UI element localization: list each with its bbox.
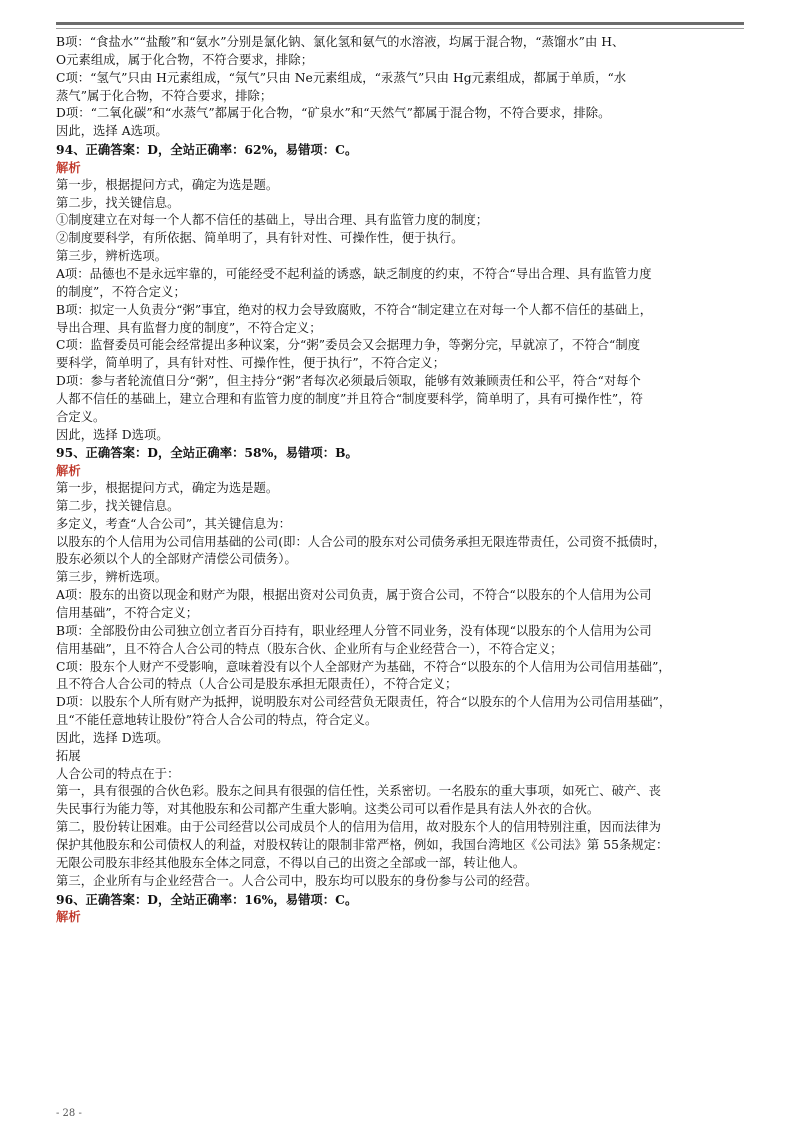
text-line: 信用基础”，且不符合人合公司的特点（股东合伙、企业所有与企业经营合一），不符合定义； <box>56 641 563 656</box>
text-line: C项：股东个人财产不受影响，意味着没有以个人全部财产为基础，不符合“以股东的个人信用为公司信用基础”， <box>56 659 671 674</box>
text-line: 人都不信任的基础上，建立合理和有监管力度的制度”并且符合“制度要科学，简单明了，具有可操作性”，符 <box>56 391 643 406</box>
text-line: 以股东的个人信用为公司信用基础的公司(即：人合公司的股东对公司债务承担无限连带责任，公司资不抵债时， <box>56 534 666 549</box>
analysis-label: 解析 <box>56 463 81 479</box>
text-line: 第一步，根据提问方式，确定为选是题。 <box>56 177 279 192</box>
text-line: ②制度要科学，有所依据、简单明了，具有针对性、可操作性，便于执行。 <box>56 231 464 246</box>
answer-heading: 96、正确答案：D，全站正确率：16%，易错项：C。 <box>56 891 358 907</box>
text-line: 人合公司的特点在于： <box>56 766 180 781</box>
text-line: ①制度建立在对每一个人都不信任的基础上，导出合理、具有监管力度的制度； <box>56 213 489 228</box>
text-line: 第一步，根据提问方式，确定为选是题。 <box>56 481 279 496</box>
answer-heading: 95、正确答案：D，全站正确率：58%，易错项：B。 <box>56 445 358 461</box>
text-line: D项：以股东个人所有财产为抵押，说明股东对公司经营负无限责任，符合“以股东的个人信用为公司信用基础”， <box>56 695 672 710</box>
text-line: 第三步，辨析选项。 <box>56 570 168 585</box>
text-line: D项：“二氧化碳”和“水蒸气”都属于化合物，“矿泉水”和“天然气”都属于混合物，不符合要求，排除。 <box>56 106 611 121</box>
text-line: B项：“食盐水”“盐酸”和“氨水”分别是氯化钠、氯化氢和氨气的水溶液，均属于混合物，“蒸馏水”由 H、 <box>56 35 625 49</box>
text-line: 股东必须以个人的全部财产清偿公司债务）。 <box>56 552 297 567</box>
header-rule-thin <box>56 28 744 29</box>
text-line: C项：监督委员可能会经常提出多种议案，分“粥”委员会又会据理力争，等粥分完，早就凉了，不符合“制度 <box>56 338 641 353</box>
analysis-label: 解析 <box>56 909 81 925</box>
text-line: 因此，选择 D选项。 <box>56 730 169 745</box>
text-line: 的制度”，不符合定义； <box>56 284 186 299</box>
text-line: A项：股东的出资以现金和财产为限，根据出资对公司负责，属于资合公司，不符合“以股东的个人信用为公司 <box>56 588 652 603</box>
text-line: A项：品德也不是永远牢靠的，可能经受不起利益的诱惑，缺乏制度的约束，不符合“导出合理、具有监管力度 <box>56 266 652 281</box>
text-line: 第二步，找关键信息。 <box>56 195 180 210</box>
text-line: 因此，选择 D选项。 <box>56 427 169 442</box>
analysis-label: 解析 <box>56 159 81 175</box>
text-line: B项：拟定一人负责分“粥”事宜，绝对的权力会导致腐败，不符合“制定建立在对每一个人都不信任的基础上， <box>56 302 653 317</box>
text-line: D项：参与者轮流值日分“粥”，但主持分“粥”者每次必须最后领取，能够有效兼顾责任和公平，符合“对每个 <box>56 374 641 389</box>
text-line: 第三，企业所有与企业经营合一。人合公司中，股东均可以股东的身份参与公司的经营。 <box>56 873 538 888</box>
text-line: 失民事行为能力等，对其他股东和公司都产生重大影响。这类公司可以看作是具有法人外衣的合伙。 <box>56 802 600 817</box>
text-line: 因此，选择 A选项。 <box>56 124 168 139</box>
text-line: 拓展 <box>56 748 81 763</box>
text-line: 多定义，考查“人合公司”，其关键信息为： <box>56 516 291 531</box>
text-line: C项：“氢气”只由 H元素组成，“氖气”只由 Ne元素组成，“汞蒸气”只由 Hg元素组成，都属于单质，“水 <box>56 70 627 85</box>
text-line: 第三步，辨析选项。 <box>56 249 168 264</box>
page-number: - 28 - <box>56 1108 82 1119</box>
text-line: 要科学，简单明了，具有针对性、可操作性，便于执行”，不符合定义； <box>56 356 446 371</box>
text-line: 保护其他股东和公司债权人的利益，对股权转让的限制非常严格，例如，我国台湾地区《公司法》第 55条规定： <box>56 837 669 852</box>
text-line: 且不符合人合公司的特点（人合公司是股东承担无限责任），不符合定义； <box>56 677 458 692</box>
text-line: 第二，股份转让困难。由于公司经营以公司成员个人的信用为信用，故对股东个人的信用特别注重，因而法律为 <box>56 820 661 835</box>
text-line: B项：全部股份由公司独立创立者百分百持有，职业经理人分管不同业务，没有体现“以股东的个人信用为公司 <box>56 623 652 638</box>
text-line: 蒸气”属于化合物，不符合要求，排除； <box>56 88 273 103</box>
document-body <box>56 34 748 926</box>
answer-heading: 94、正确答案：D，全站正确率：62%，易错项：C。 <box>56 142 358 158</box>
text-line: 合定义。 <box>56 409 106 424</box>
text-line: 第一，具有很强的合伙色彩。股东之间具有很强的信任性，关系密切。一名股东的重大事项，如死亡、破产、丧 <box>56 784 661 799</box>
text-line: O元素组成，属于化合物，不符合要求，排除； <box>56 52 314 67</box>
header-rule <box>56 22 744 25</box>
text-line: 导出合理、具有监督力度的制度”，不符合定义； <box>56 320 322 335</box>
text-line: 信用基础”，不符合定义； <box>56 606 199 620</box>
text-line: 第二步，找关键信息。 <box>56 498 180 513</box>
text-line: 无限公司股东非经其他股东全体之同意，不得以自己的出资之全部或一部，转让他人。 <box>56 855 526 870</box>
text-line: 且“不能任意地转让股份”符合人合公司的特点，符合定义。 <box>56 713 378 728</box>
